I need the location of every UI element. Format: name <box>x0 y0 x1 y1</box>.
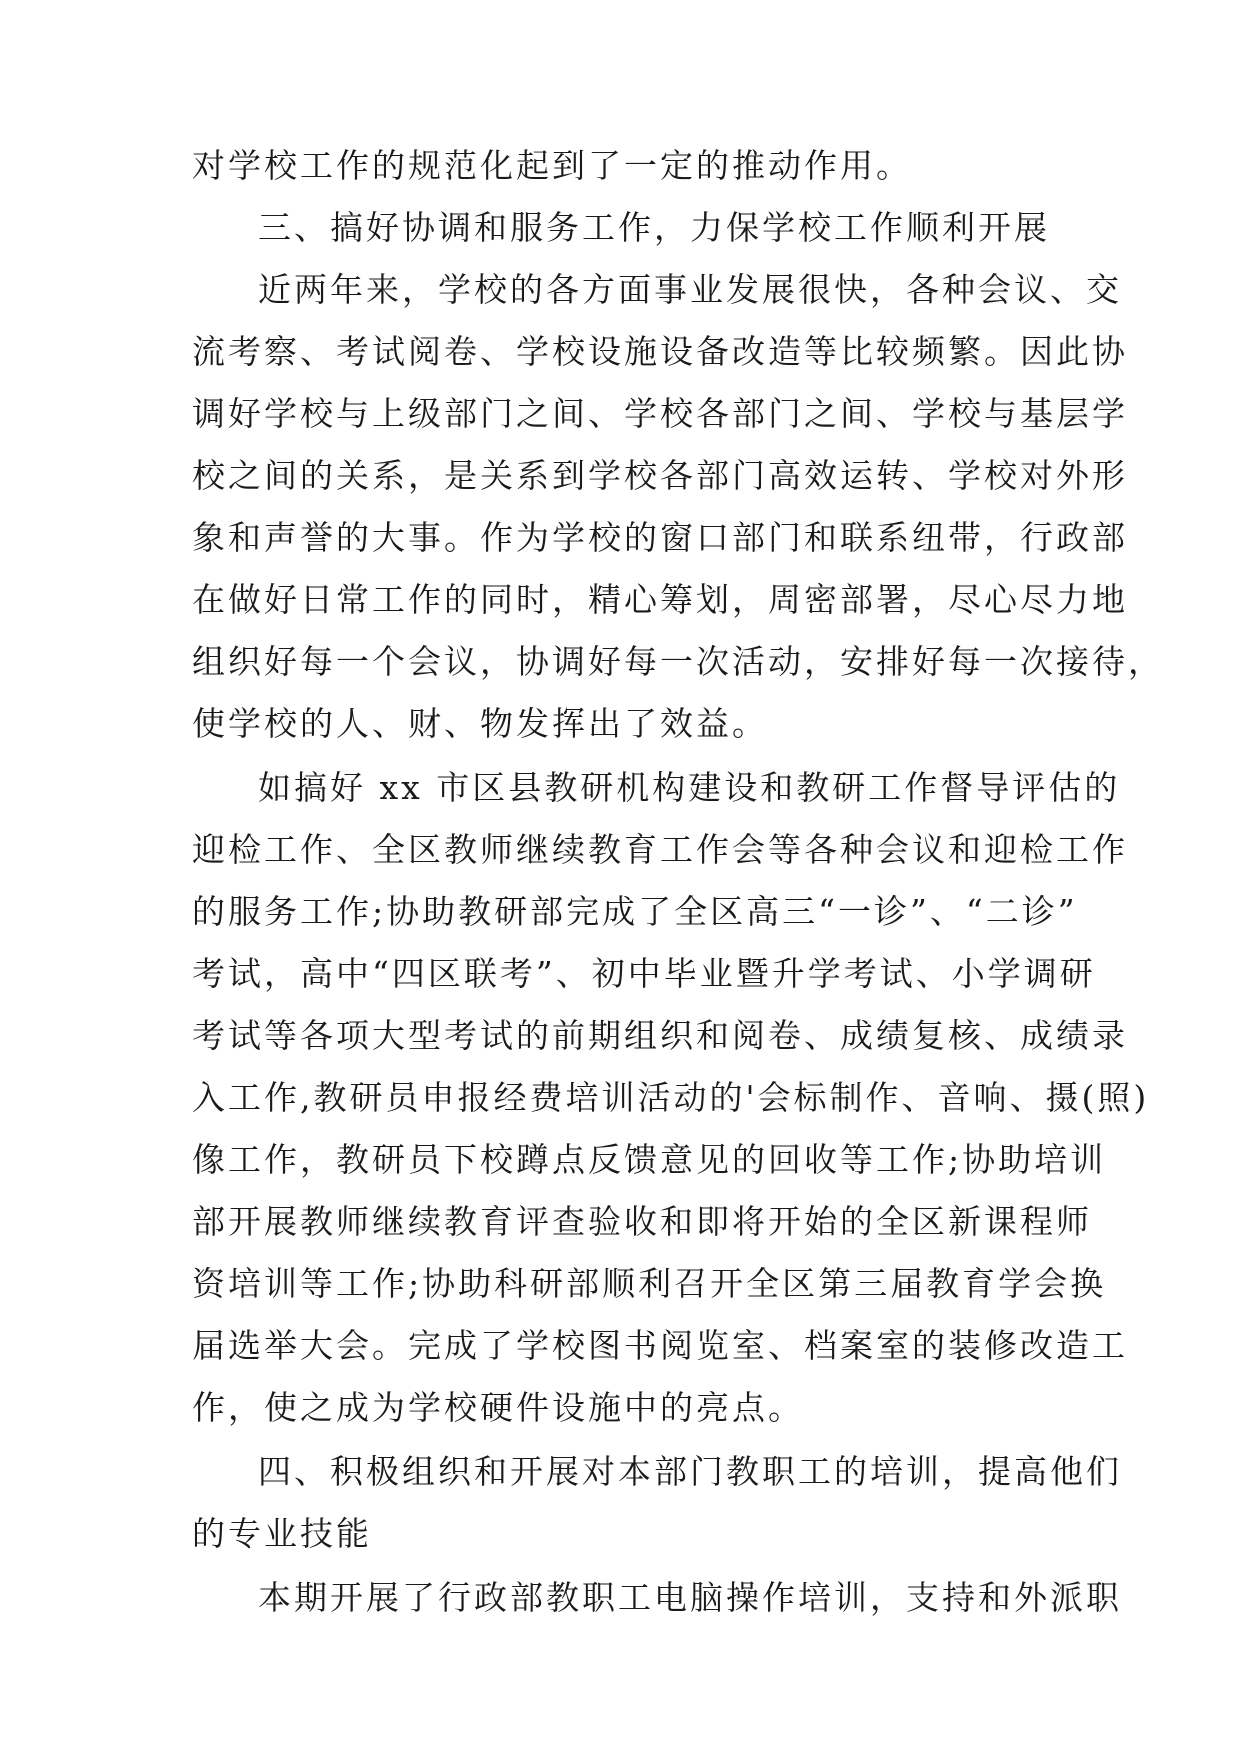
paragraph-last-line: 使学校的人、财、物发挥出了效益。 <box>192 704 768 743</box>
text-line: 资培训等工作;协助科研部顺利召开全区第三届教育学会换 <box>192 1264 1107 1303</box>
text-line: 象和声誉的大事。作为学校的窗口部门和联系纽带，行政部 <box>192 518 1128 557</box>
text-line: 调好学校与上级部门之间、学校各部门之间、学校与基层学 <box>192 394 1128 433</box>
text-line: 部开展教师继续教育评查验收和即将开始的全区新课程师 <box>192 1202 1092 1241</box>
text-line: 对学校工作的规范化起到了一定的推动作用。 <box>192 146 912 185</box>
paragraph-last-line: 作，使之成为学校硬件设施中的亮点。 <box>192 1388 804 1427</box>
text-line: 的服务工作;协助教研部完成了全区高三“一诊”、“二诊” <box>192 892 1078 931</box>
text-line: 组织好每一个会议，协调好每一次活动，安排好每一次接待， <box>192 642 1164 681</box>
paragraph-first-line: 近两年来，学校的各方面事业发展很快，各种会议、交 <box>258 270 1122 309</box>
section-heading-continued: 的专业技能 <box>192 1514 372 1553</box>
text-line: 考试等各项大型考试的前期组织和阅卷、成绩复核、成绩录 <box>192 1016 1128 1055</box>
text-line: 届选举大会。完成了学校图书阅览室、档案室的装修改造工 <box>192 1326 1128 1365</box>
text-line: 考试，高中“四区联考”、初中毕业暨升学考试、小学调研 <box>192 954 1096 993</box>
text-line: 在做好日常工作的同时，精心筹划，周密部署，尽心尽力地 <box>192 580 1128 619</box>
text-line: 迎检工作、全区教师继续教育工作会等各种会议和迎检工作 <box>192 830 1128 869</box>
text-line: 像工作，教研员下校蹲点反馈意见的回收等工作;协助培训 <box>192 1140 1107 1179</box>
section-heading: 四、积极组织和开展对本部门教职工的培训，提高他们 <box>258 1452 1122 1491</box>
text-line: 流考察、考试阅卷、学校设施设备改造等比较频繁。因此协 <box>192 332 1128 371</box>
paragraph-first-line: 如搞好 xx 市区县教研机构建设和教研工作督导评估的 <box>258 768 1121 807</box>
section-heading: 三、搞好协调和服务工作，力保学校工作顺利开展 <box>258 208 1050 247</box>
paragraph-first-line: 本期开展了行政部教职工电脑操作培训，支持和外派职 <box>258 1578 1122 1617</box>
text-line: 入工作,教研员申报经费培训活动的'会标制作、音响、摄(照) <box>192 1078 1150 1117</box>
text-line: 校之间的关系，是关系到学校各部门高效运转、学校对外形 <box>192 456 1128 495</box>
